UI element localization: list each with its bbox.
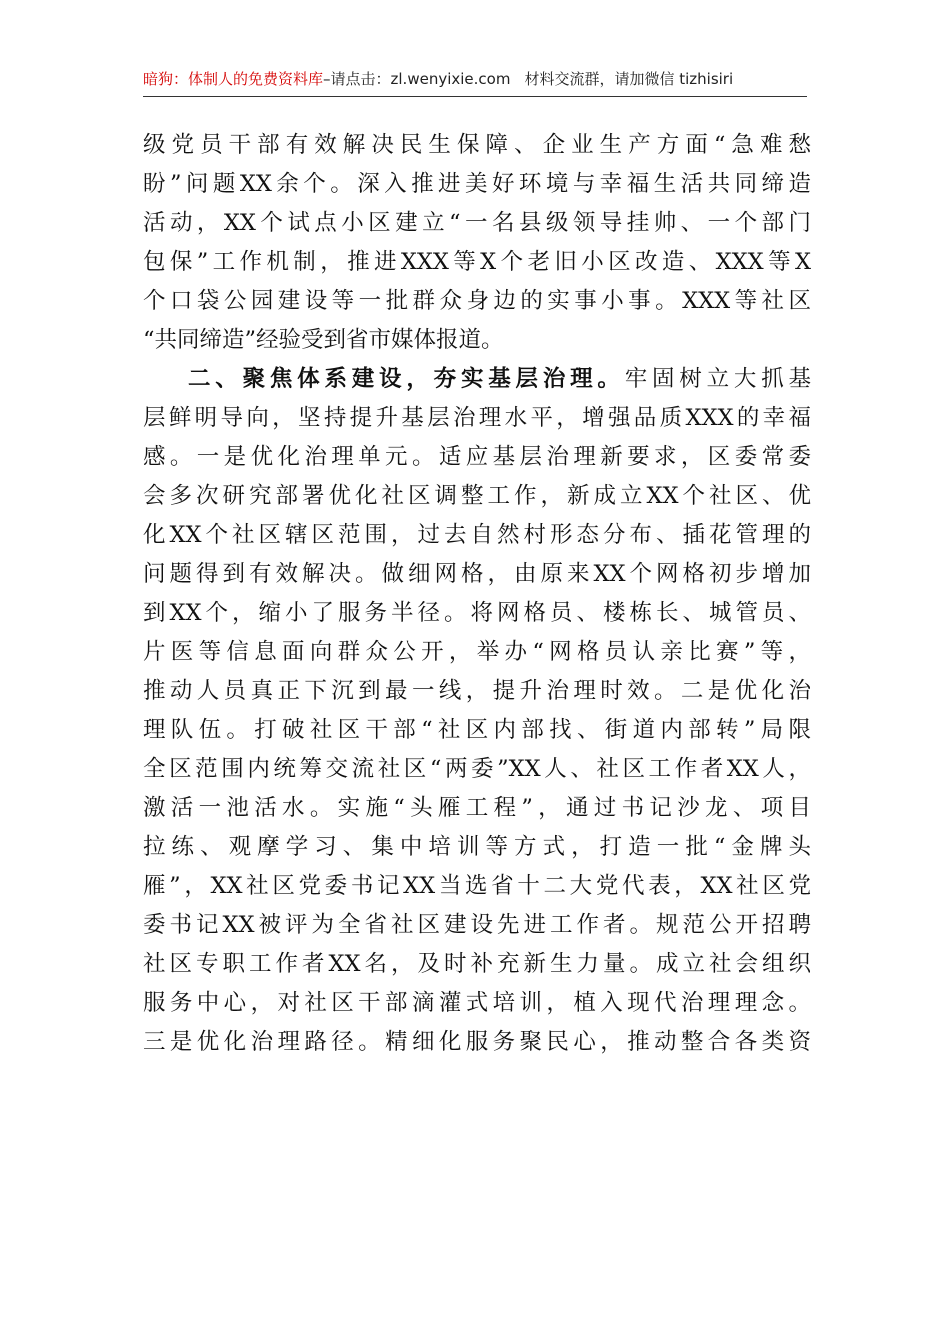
text-line: 激活一池活水。实施“头雁工程”，通过书记沙龙、项目 xyxy=(143,795,811,821)
text-line: 理队伍。打破社区干部“社区内部找、街道内部转”局限 xyxy=(143,717,811,743)
text-line: 活动，XX个试点小区建立“一名县级领导挂帅、一个部门 xyxy=(143,210,811,236)
text-line: 感。一是优化治理单元。适应基层治理新要求，区委常委 xyxy=(143,444,811,470)
text-line: 到XX个，缩小了服务半径。将网格员、楼栋长、城管员、 xyxy=(143,600,811,626)
text-line: 层鲜明导向，坚持提升基层治理水平，增强品质XXX的幸福 xyxy=(143,405,811,431)
text-line: 化XX个社区辖区范围，过去自然村形态分布、插花管理的 xyxy=(143,522,811,548)
text-line: 会多次研究部署优化社区调整工作，新成立XX个社区、优 xyxy=(143,483,811,509)
text-line: “共同缔造”经验受到省市媒体报道。 xyxy=(143,327,504,353)
header-wechat-text: 材料交流群，请加微信 tizhisiri xyxy=(524,70,734,88)
section-heading: 二、聚焦体系建设，夯实基层治理。 xyxy=(188,366,625,392)
text-line: 社区专职工作者XX名，及时补充新生力量。成立社会组织 xyxy=(143,951,811,977)
text-line: 服务中心，对社区干部滴灌式培训，植入现代治理理念。 xyxy=(143,990,811,1016)
text-line: 拉练、观摩学习、集中培训等方式，打造一批“金牌头 xyxy=(143,834,811,860)
text-line: 雁”，XX社区党委书记XX当选省十二大党代表，XX社区党 xyxy=(143,873,811,899)
text-line: 盼”问题XX余个。深入推进美好环境与幸福生活共同缔造 xyxy=(143,171,811,197)
text-line-first xyxy=(143,360,811,399)
document-body xyxy=(143,126,811,1062)
header-link-text[interactable]: –请点击：zl.wenyixie.com xyxy=(323,70,511,88)
heading-continuation: 牢固树立大抓基 xyxy=(624,366,811,392)
paragraph-1 xyxy=(143,126,811,360)
header-promo-text: 暗狗：体制人的免费资料库 xyxy=(143,70,324,88)
paragraph-2 xyxy=(143,360,811,1062)
text-line: 问题得到有效解决。做细网格，由原来XX个网格初步增加 xyxy=(143,561,811,587)
text-line: 推动人员真正下沉到最一线，提升治理时效。二是优化治 xyxy=(143,678,811,704)
text-line: 委书记XX被评为全省社区建设先进工作者。规范公开招聘 xyxy=(143,912,811,938)
page-header xyxy=(143,62,807,97)
text-line: 个口袋公园建设等一批群众身边的实事小事。XXX等社区 xyxy=(143,288,811,314)
text-line: 三是优化治理路径。精细化服务聚民心，推动整合各类资 xyxy=(143,1029,811,1055)
text-line: 片医等信息面向群众公开，举办“网格员认亲比赛”等， xyxy=(143,639,811,665)
text-line: 包保”工作机制，推进XXX等X个老旧小区改造、XXX等X xyxy=(143,249,811,275)
text-line: 级党员干部有效解决民生保障、企业生产方面“急难愁 xyxy=(143,132,811,158)
text-line: 全区范围内统筹交流社区“两委”XX人、社区工作者XX人， xyxy=(143,756,811,782)
